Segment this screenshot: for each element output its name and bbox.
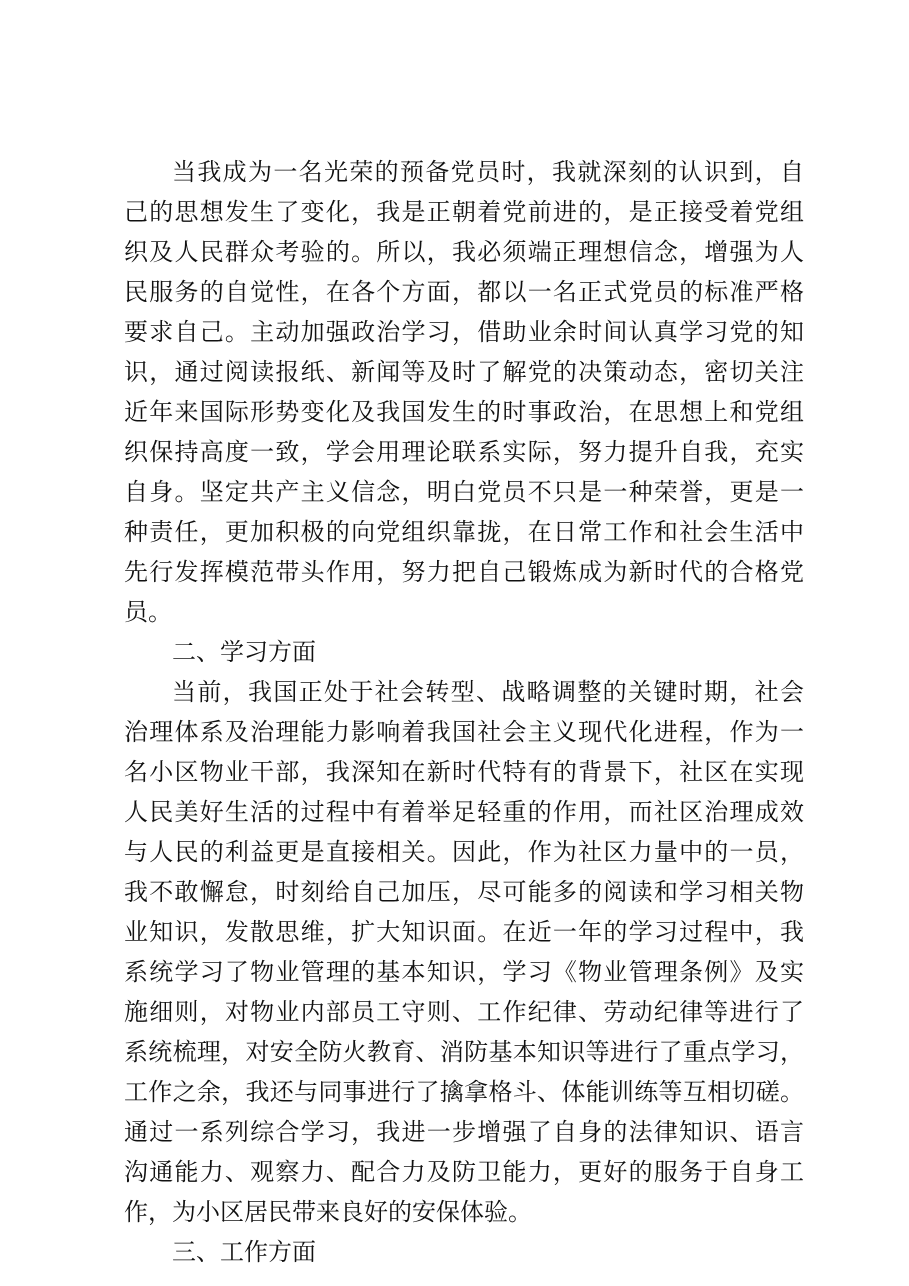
text-line: 自身。坚定共产主义信念，明白党员不只是一种荣誉，更是一: [124, 478, 804, 506]
text-line: 民服务的自觉性，在各个方面，都以一名正式党员的标准严格: [124, 278, 804, 306]
text-line: 沟通能力、观察力、配合力及防卫能力，更好的服务于自身工: [124, 1158, 804, 1186]
text-line: 当前，我国正处于社会转型、战略调整的关键时期，社会: [172, 678, 804, 706]
text-line: 人民美好生活的过程中有着举足轻重的作用，而社区治理成效: [124, 798, 804, 826]
text-line: 识，通过阅读报纸、新闻等及时了解党的决策动态，密切关注: [124, 358, 804, 386]
text-line: 通过一系列综合学习，我进一步增强了自身的法律知识、语言: [124, 1118, 804, 1146]
text-line: 当我成为一名光荣的预备党员时，我就深刻的认识到，自: [172, 158, 804, 186]
text-line: 要求自己。主动加强政治学习，借助业余时间认真学习党的知: [124, 318, 804, 346]
text-line: 施细则，对物业内部员工守则、工作纪律、劳动纪律等进行了: [124, 998, 804, 1026]
section-heading: 二、学习方面: [172, 638, 316, 666]
text-line: 系统梳理，对安全防火教育、消防基本知识等进行了重点学习，: [124, 1038, 804, 1066]
text-line: 治理体系及治理能力影响着我国社会主义现代化进程，作为一: [124, 718, 804, 746]
text-line: 织及人民群众考验的。所以，我必须端正理想信念，增强为人: [124, 238, 804, 266]
text-line: 工作之余，我还与同事进行了擒拿格斗、体能训练等互相切磋。: [124, 1078, 804, 1106]
text-line: 近年来国际形势变化及我国发生的时事政治，在思想上和党组: [124, 398, 804, 426]
text-line: 系统学习了物业管理的基本知识，学习《物业管理条例》及实: [124, 958, 804, 986]
text-line: 我不敢懈怠，时刻给自己加压，尽可能多的阅读和学习相关物: [124, 878, 804, 906]
text-line: 员。: [124, 598, 172, 626]
text-line: 名小区物业干部，我深知在新时代特有的背景下，社区在实现: [124, 758, 804, 786]
text-line: 种责任，更加积极的向党组织靠拢，在日常工作和社会生活中: [124, 518, 804, 546]
text-line: 与人民的利益更是直接相关。因此，作为社区力量中的一员，: [124, 838, 804, 866]
text-line: 己的思想发生了变化，我是正朝着党前进的，是正接受着党组: [124, 198, 804, 226]
text-line: 先行发挥模范带头作用，努力把自己锻炼成为新时代的合格党: [124, 558, 804, 586]
text-line: 作，为小区居民带来良好的安保体验。: [124, 1198, 532, 1226]
text-line: 业知识，发散思维，扩大知识面。在近一年的学习过程中，我: [124, 918, 804, 946]
section-heading: 三、工作方面: [172, 1238, 316, 1266]
text-line: 织保持高度一致，学会用理论联系实际，努力提升自我，充实: [124, 438, 804, 466]
